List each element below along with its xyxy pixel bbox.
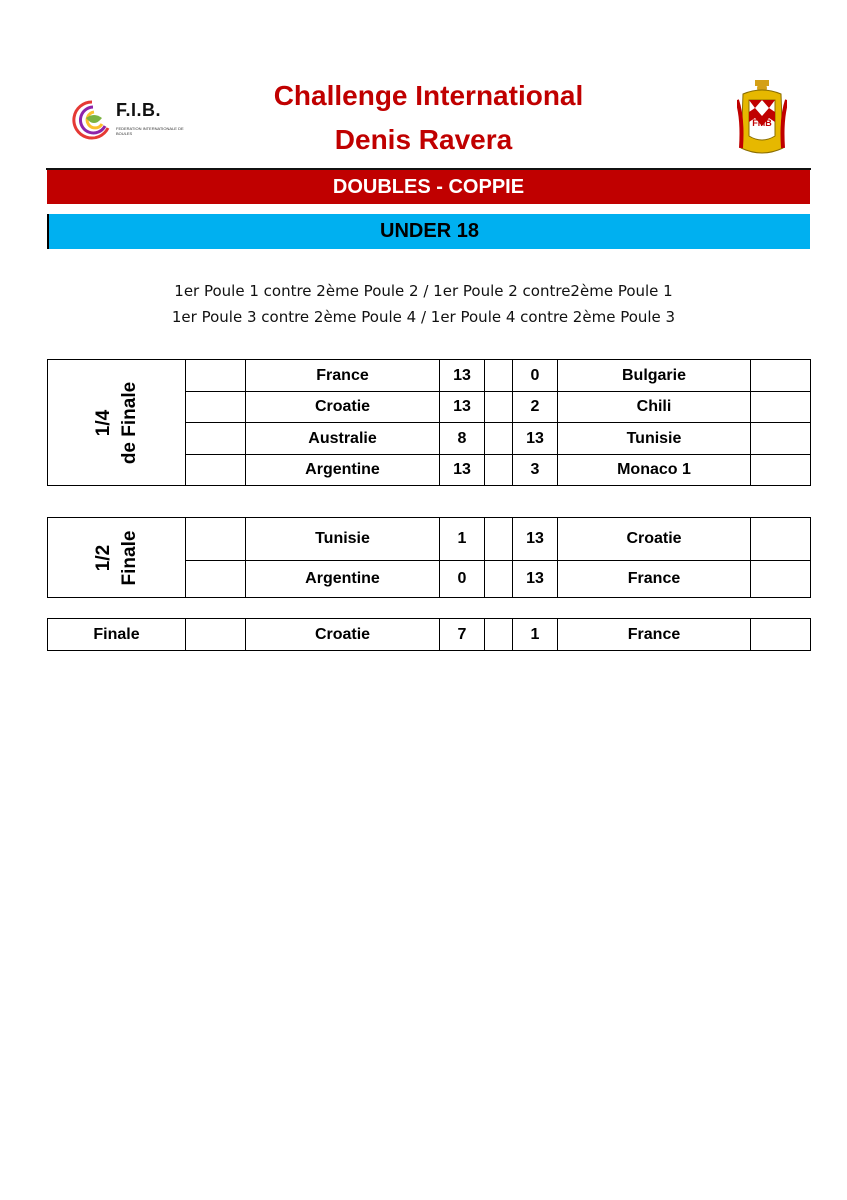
empty-cell	[751, 455, 811, 486]
empty-cell	[186, 423, 246, 455]
quarter-finals-label	[48, 360, 186, 486]
separator-cell	[485, 561, 513, 598]
empty-cell	[186, 561, 246, 598]
fib-logo-subtext: FEDERATION INTERNATIONALE DE BOULES	[116, 126, 184, 136]
team1-cell: France	[246, 360, 440, 392]
empty-cell	[751, 423, 811, 455]
table-row	[48, 518, 811, 561]
table-row	[48, 619, 811, 651]
team2-cell: Chili	[558, 392, 751, 423]
score1-cell: 13	[440, 360, 485, 392]
empty-cell	[751, 360, 811, 392]
team1-cell: Tunisie	[246, 518, 440, 561]
age-group-band: UNDER 18	[47, 214, 810, 249]
page-title-line2: Denis Ravera	[334, 124, 513, 155]
separator-cell	[485, 619, 513, 651]
separator-cell	[485, 392, 513, 423]
separator-cell	[485, 360, 513, 392]
table-row	[48, 360, 811, 392]
pairing-rule-line2: 1er Poule 3 contre 2ème Poule 4 / 1er Poule 4 contre 2ème Poule 3	[171, 308, 676, 326]
empty-cell	[751, 561, 811, 598]
final-label: Finale	[48, 619, 186, 651]
score2-cell: 13	[513, 518, 558, 561]
separator-cell	[485, 423, 513, 455]
page-title-line1: Challenge International	[273, 80, 584, 111]
team2-cell: France	[558, 561, 751, 598]
round-label-line1: 1/4	[92, 409, 114, 436]
empty-cell	[751, 619, 811, 651]
score2-cell: 13	[513, 423, 558, 455]
round-label-line2: Finale	[118, 530, 140, 585]
empty-cell	[186, 619, 246, 651]
team1-cell: Australie	[246, 423, 440, 455]
team2-cell: Bulgarie	[558, 360, 751, 392]
empty-cell	[186, 360, 246, 392]
score1-cell: 0	[440, 561, 485, 598]
score1-cell: 1	[440, 518, 485, 561]
empty-cell	[751, 518, 811, 561]
separator-cell	[485, 455, 513, 486]
score1-cell: 7	[440, 619, 485, 651]
team2-cell: France	[558, 619, 751, 651]
score1-cell: 13	[440, 392, 485, 423]
final-table	[47, 618, 811, 651]
score1-cell: 8	[440, 423, 485, 455]
team1-cell: Argentine	[246, 455, 440, 486]
team1-cell: Croatie	[246, 619, 440, 651]
crest-text: FMB	[752, 118, 772, 128]
score2-cell: 2	[513, 392, 558, 423]
score2-cell: 3	[513, 455, 558, 486]
quarter-finals-table	[47, 359, 811, 486]
empty-cell	[186, 392, 246, 423]
fmb-crest-icon	[737, 78, 787, 158]
round-label-line2: de Finale	[118, 381, 140, 464]
empty-cell	[186, 518, 246, 561]
team1-cell: Croatie	[246, 392, 440, 423]
pairing-rule-line1: 1er Poule 1 contre 2ème Poule 2 / 1er Poule 2 contre2ème Poule 1	[174, 282, 673, 300]
score2-cell: 1	[513, 619, 558, 651]
semi-finals-table	[47, 517, 811, 598]
team2-cell: Tunisie	[558, 423, 751, 455]
team2-cell: Monaco 1	[558, 455, 751, 486]
team1-cell: Argentine	[246, 561, 440, 598]
empty-cell	[751, 392, 811, 423]
fib-logo-text: F.I.B.	[116, 100, 162, 120]
score2-cell: 13	[513, 561, 558, 598]
team2-cell: Croatie	[558, 518, 751, 561]
pairing-rules	[0, 278, 847, 330]
score2-cell: 0	[513, 360, 558, 392]
score1-cell: 13	[440, 455, 485, 486]
round-label-line1: 1/2	[92, 544, 114, 571]
empty-cell	[186, 455, 246, 486]
semi-finals-label	[48, 518, 186, 598]
separator-cell	[485, 518, 513, 561]
category-band: DOUBLES - COPPIE	[47, 170, 810, 204]
